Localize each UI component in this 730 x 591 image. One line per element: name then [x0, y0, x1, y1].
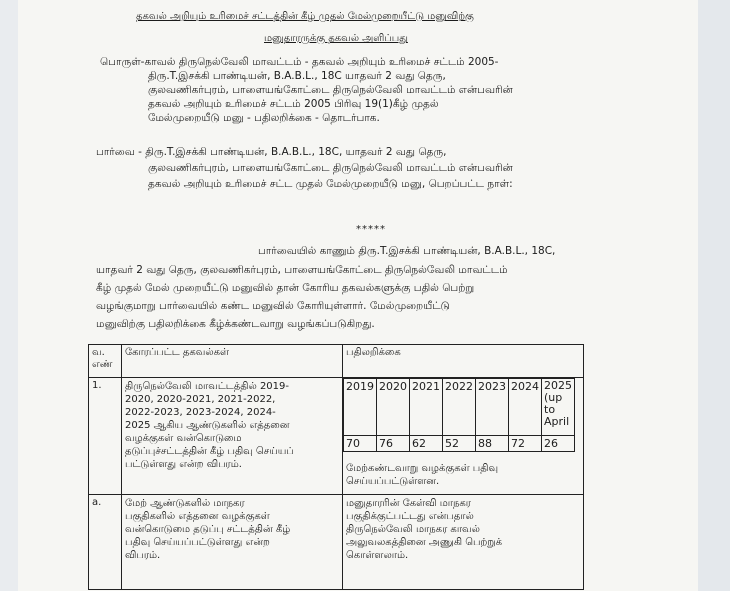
reference-line: குலவணிகர்புரம், பாளையங்கோட்டை திருநெல்வேலி மாவட்டம் என்பவரின் [148, 162, 513, 174]
body-line: கீழ் முதல் மேல் முறையீட்டு மனுவில் தான் கோரிய தகவல்களுக்கு பதில் பெற்று [96, 282, 475, 294]
info-line: விபரம். [125, 550, 161, 561]
subject-line: தகவல் அறியும் உரிமைச் சட்டம் 2005 பிரிவு 19(1)கீழ் முதல் [148, 98, 439, 110]
reference-line: தகவல் அறியும் உரிமைச் சட்ட முதல் மேல்முறையீடு மனு, பெறப்பட்ட நாள்: [148, 178, 513, 190]
info-line: வன்கொடுமை தடுப்பு சட்டத்தின் கீழ் [125, 524, 291, 535]
header-info: கோரப்பட்ட தகவல்கள் [122, 345, 343, 378]
year-cell: 2022 [443, 379, 476, 436]
reply-line: பகுதிக்குட்பட்டது என்பதால் [346, 511, 474, 522]
count-cell: 76 [377, 436, 410, 452]
count-cell: 72 [509, 436, 542, 452]
reply-line: மனுதாரரின் கேள்வி மாநகர [346, 498, 471, 509]
year-cell: 2025 (up to April [542, 379, 575, 436]
count-cell: 52 [443, 436, 476, 452]
info-line: மேற் ஆண்டுகளில் மாநகர [125, 498, 245, 509]
year-cell: 2023 [476, 379, 509, 436]
year-cell: 2024 [509, 379, 542, 436]
row-info [122, 495, 343, 590]
reply-line: திருநெல்வேலி மாநகர காவல் [346, 524, 480, 535]
viewer-background [698, 0, 730, 591]
row-reply [343, 495, 584, 590]
reply-line: கொள்ளலாம். [346, 550, 409, 561]
count-row [344, 436, 575, 452]
reference-line: பார்வை - திரு.T.இசக்கி பாண்டியன், B.A.B.L., 18C, யாதவர் 2 வது தெரு, [96, 146, 447, 158]
info-line: பதிவு செய்யப்பட்டுள்ளது என்ற [125, 537, 270, 548]
row-info [122, 378, 343, 495]
body-line: மனுவிற்கு பதிலறிக்கை கீழ்க்கண்டவாறு வழங்கப்படுகிறது. [96, 318, 375, 330]
document-page [18, 0, 698, 591]
subject-line: மேல்முறையீடு மனு - பதிலறிக்கை - தொடர்பாக. [148, 112, 380, 124]
header-line-1: தகவல் அறியும் உரிமைச் சட்டத்தின் கீழ் முதல் மேல்முறையீட்டு மனுவிற்கு [136, 11, 474, 22]
table-row [89, 378, 584, 495]
year-cell: 2019 [344, 379, 377, 436]
reply-table [88, 344, 584, 590]
separator-stars: ***** [356, 224, 386, 235]
count-cell: 88 [476, 436, 509, 452]
header-reply: பதிலறிக்கை [343, 345, 584, 378]
info-line: பகுதிகளில் எத்தனை வழக்குகள் [125, 511, 270, 522]
body-line: யாதவர் 2 வது தெரு, குலவணிகர்புரம், பாளையங்கோட்டை திருநெல்வேலி மாவட்டம் [96, 264, 508, 276]
count-cell: 26 [542, 436, 575, 452]
info-line: திருநெல்வேலி மாவட்டத்தில் 2019- [125, 381, 289, 392]
reply-line: அலுவலகத்தினை அணுகி பெற்றுக் [346, 537, 503, 548]
info-line: தடுப்புச்சட்டத்தின் கீழ் பதிவு செய்யப் [125, 446, 294, 457]
info-line: வழக்குகள் வன்கொடுமை [125, 433, 242, 444]
row-reply [343, 378, 584, 495]
year-cell: 2020 [377, 379, 410, 436]
info-line: 2022-2023, 2023-2024, 2024- [125, 407, 276, 418]
subject-line: குலவணிகர்புரம், பாளையங்கோட்டை திருநெல்வேலி மாவட்டம் என்பவரின் [148, 84, 513, 96]
info-line: 2025 ஆகிய ஆண்டுகளில் எத்தனை [125, 420, 290, 431]
count-cell: 62 [410, 436, 443, 452]
year-cell: 2021 [410, 379, 443, 436]
header-sno: வ. எண் [89, 345, 122, 378]
count-cell: 70 [344, 436, 377, 452]
row-sno: 1. [89, 378, 122, 495]
header-line-2: மனுதாரருக்கு தகவல் அளிப்பது [264, 33, 408, 44]
row-sno: a. [89, 495, 122, 590]
info-line: 2020, 2020-2021, 2021-2022, [125, 394, 276, 405]
body-line: பார்வையில் காணும் திரு.T.இசக்கி பாண்டியன், B.A.B.L., 18C, [258, 245, 556, 257]
table-row [89, 495, 584, 590]
note-line: மேற்கண்டவாறு வழக்குகள் பதிவு [346, 463, 499, 474]
info-line: பட்டுள்ளது என்ற விபரம். [125, 459, 242, 470]
subject-line: பொருள்-காவல் திருநெல்வேலி மாவட்டம் - தகவல் அறியும் உரிமைச் சட்டம் 2005- [100, 56, 499, 68]
reply-note [343, 452, 583, 490]
subject-line: திரு.T.இசக்கி பாண்டியன், B.A.B.L., 18C யாதவர் 2 வது தெரு, [148, 70, 446, 82]
year-row [344, 379, 575, 436]
body-line: வழங்குமாறு பார்வையில் கண்ட மனுவில் கோரியுள்ளார். மேல்முறையீட்டு [96, 300, 450, 312]
year-count-table [343, 378, 575, 452]
table-header-row [89, 345, 584, 378]
note-line: செய்யப்பட்டுள்ளன. [346, 476, 440, 487]
